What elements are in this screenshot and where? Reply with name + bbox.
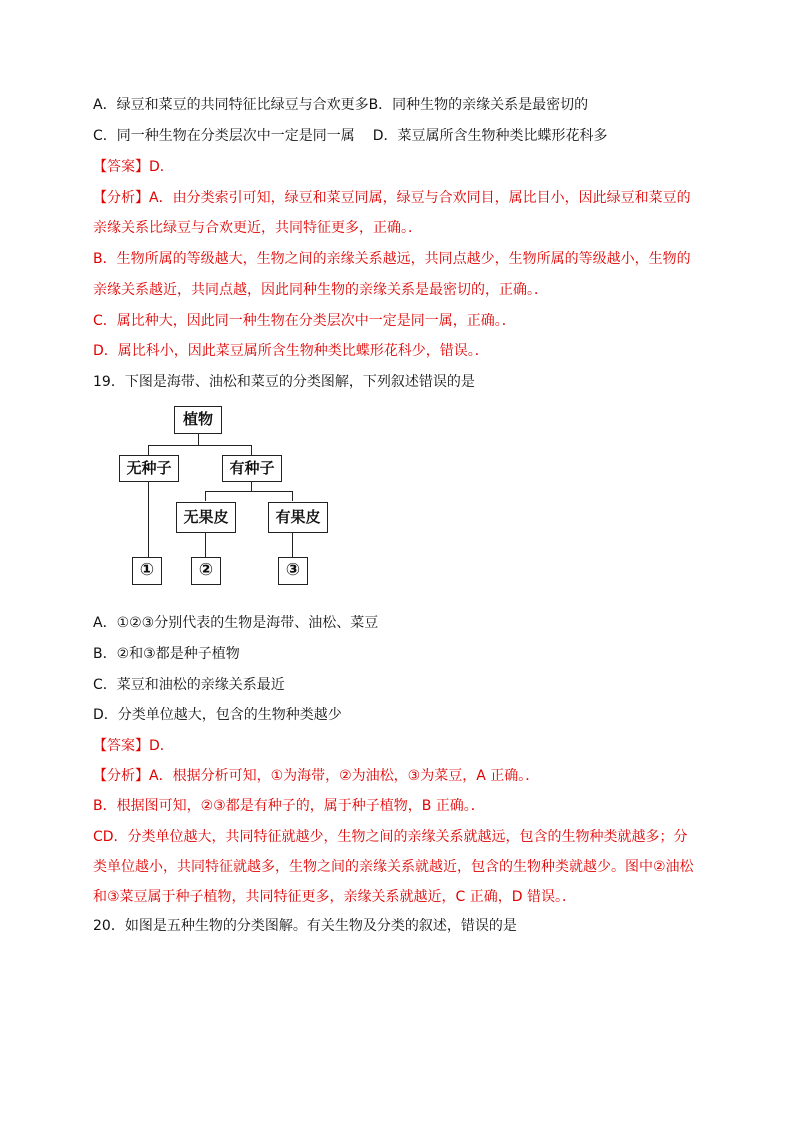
q18-analysis-line-6: D．属比科小，因此菜豆属所含生物种类比蝶形花科少，错误。．	[93, 343, 489, 359]
q18-analysis-line-5: C．属比种大，因此同一种生物在分类层次中一定是同一属，正确。．	[93, 313, 516, 329]
q19-option-c: C．菜豆和油松的亲缘关系最近	[93, 677, 285, 693]
node-has-peel: 有果皮	[268, 502, 328, 533]
q20-stem: 20．如图是五种生物的分类图解。有关生物及分类的叙述，错误的是	[93, 918, 517, 934]
q18-option-a: A．绿豆和菜豆的共同特征比绿豆与合欢更多	[93, 97, 369, 113]
q19-option-d: D．分类单位越大，包含的生物种类越少	[93, 707, 342, 723]
node-plant: 植物	[174, 406, 222, 434]
q18-option-d: D．菜豆属所含生物种类比蝶形花科多	[372, 128, 608, 144]
q18-option-b: B．同种生物的亲缘关系是最密切的	[368, 97, 589, 113]
q19-option-b: B．②和③都是种子植物	[93, 646, 240, 662]
q19-stem: 19．下图是海带、油松和菜豆的分类图解，下列叙述错误的是	[93, 374, 475, 390]
q19-analysis-line-5: 和③菜豆属于种子植物，共同特征更多，亲缘关系就越近，C 正确，D 错误。．	[93, 889, 577, 905]
q19-analysis-line-3: CD．分类单位越大，共同特征就越少，生物之间的亲缘关系就越远，包含的生物种类就越多；分	[93, 829, 688, 845]
node-no-seed: 无种子	[119, 455, 179, 482]
q18-analysis-line-4: 亲缘关系越近，共同点越，因此同种生物的亲缘关系是最密切的，正确。．	[93, 282, 548, 298]
q18-option-c: C．同一种生物在分类层次中一定是同一属	[93, 128, 355, 144]
q19-analysis-line-2: B．根据图可知，②③都是有种子的，属于种子植物，B 正确。．	[93, 798, 485, 814]
q18-options-ab	[93, 96, 588, 114]
q19-answer: 【答案】D．	[93, 738, 174, 754]
q18-answer: 【答案】D．	[93, 159, 174, 175]
node-2: ②	[191, 557, 221, 585]
classification-diagram	[118, 398, 358, 598]
q18-analysis-line-1: 【分析】A．由分类索引可知，绿豆和菜豆同属，绿豆与合欢同目，属比目小，因此绿豆和菜豆的	[93, 190, 691, 206]
node-has-seed: 有种子	[222, 455, 282, 482]
node-1: ①	[132, 557, 162, 585]
node-no-peel: 无果皮	[176, 502, 236, 533]
node-3: ③	[278, 557, 308, 585]
q18-analysis-line-3: B．生物所属的等级越大，生物之间的亲缘关系越远，共同点越少，生物所属的等级越小，生物的	[93, 251, 691, 267]
q19-option-a: A．①②③分别代表的生物是海带、油松、菜豆	[93, 615, 379, 631]
q18-options-cd	[93, 127, 608, 145]
q19-analysis-line-1: 【分析】A．根据分析可知，①为海带，②为油松，③为菜豆，A 正确。．	[93, 768, 540, 784]
q19-analysis-line-4: 类单位越小，共同特征就越多，生物之间的亲缘关系就越近，包含的生物种类就越少。图中②油松	[93, 859, 694, 875]
q18-analysis-line-2: 亲缘关系比绿豆与合欢更近，共同特征更多，正确。．	[93, 220, 422, 236]
